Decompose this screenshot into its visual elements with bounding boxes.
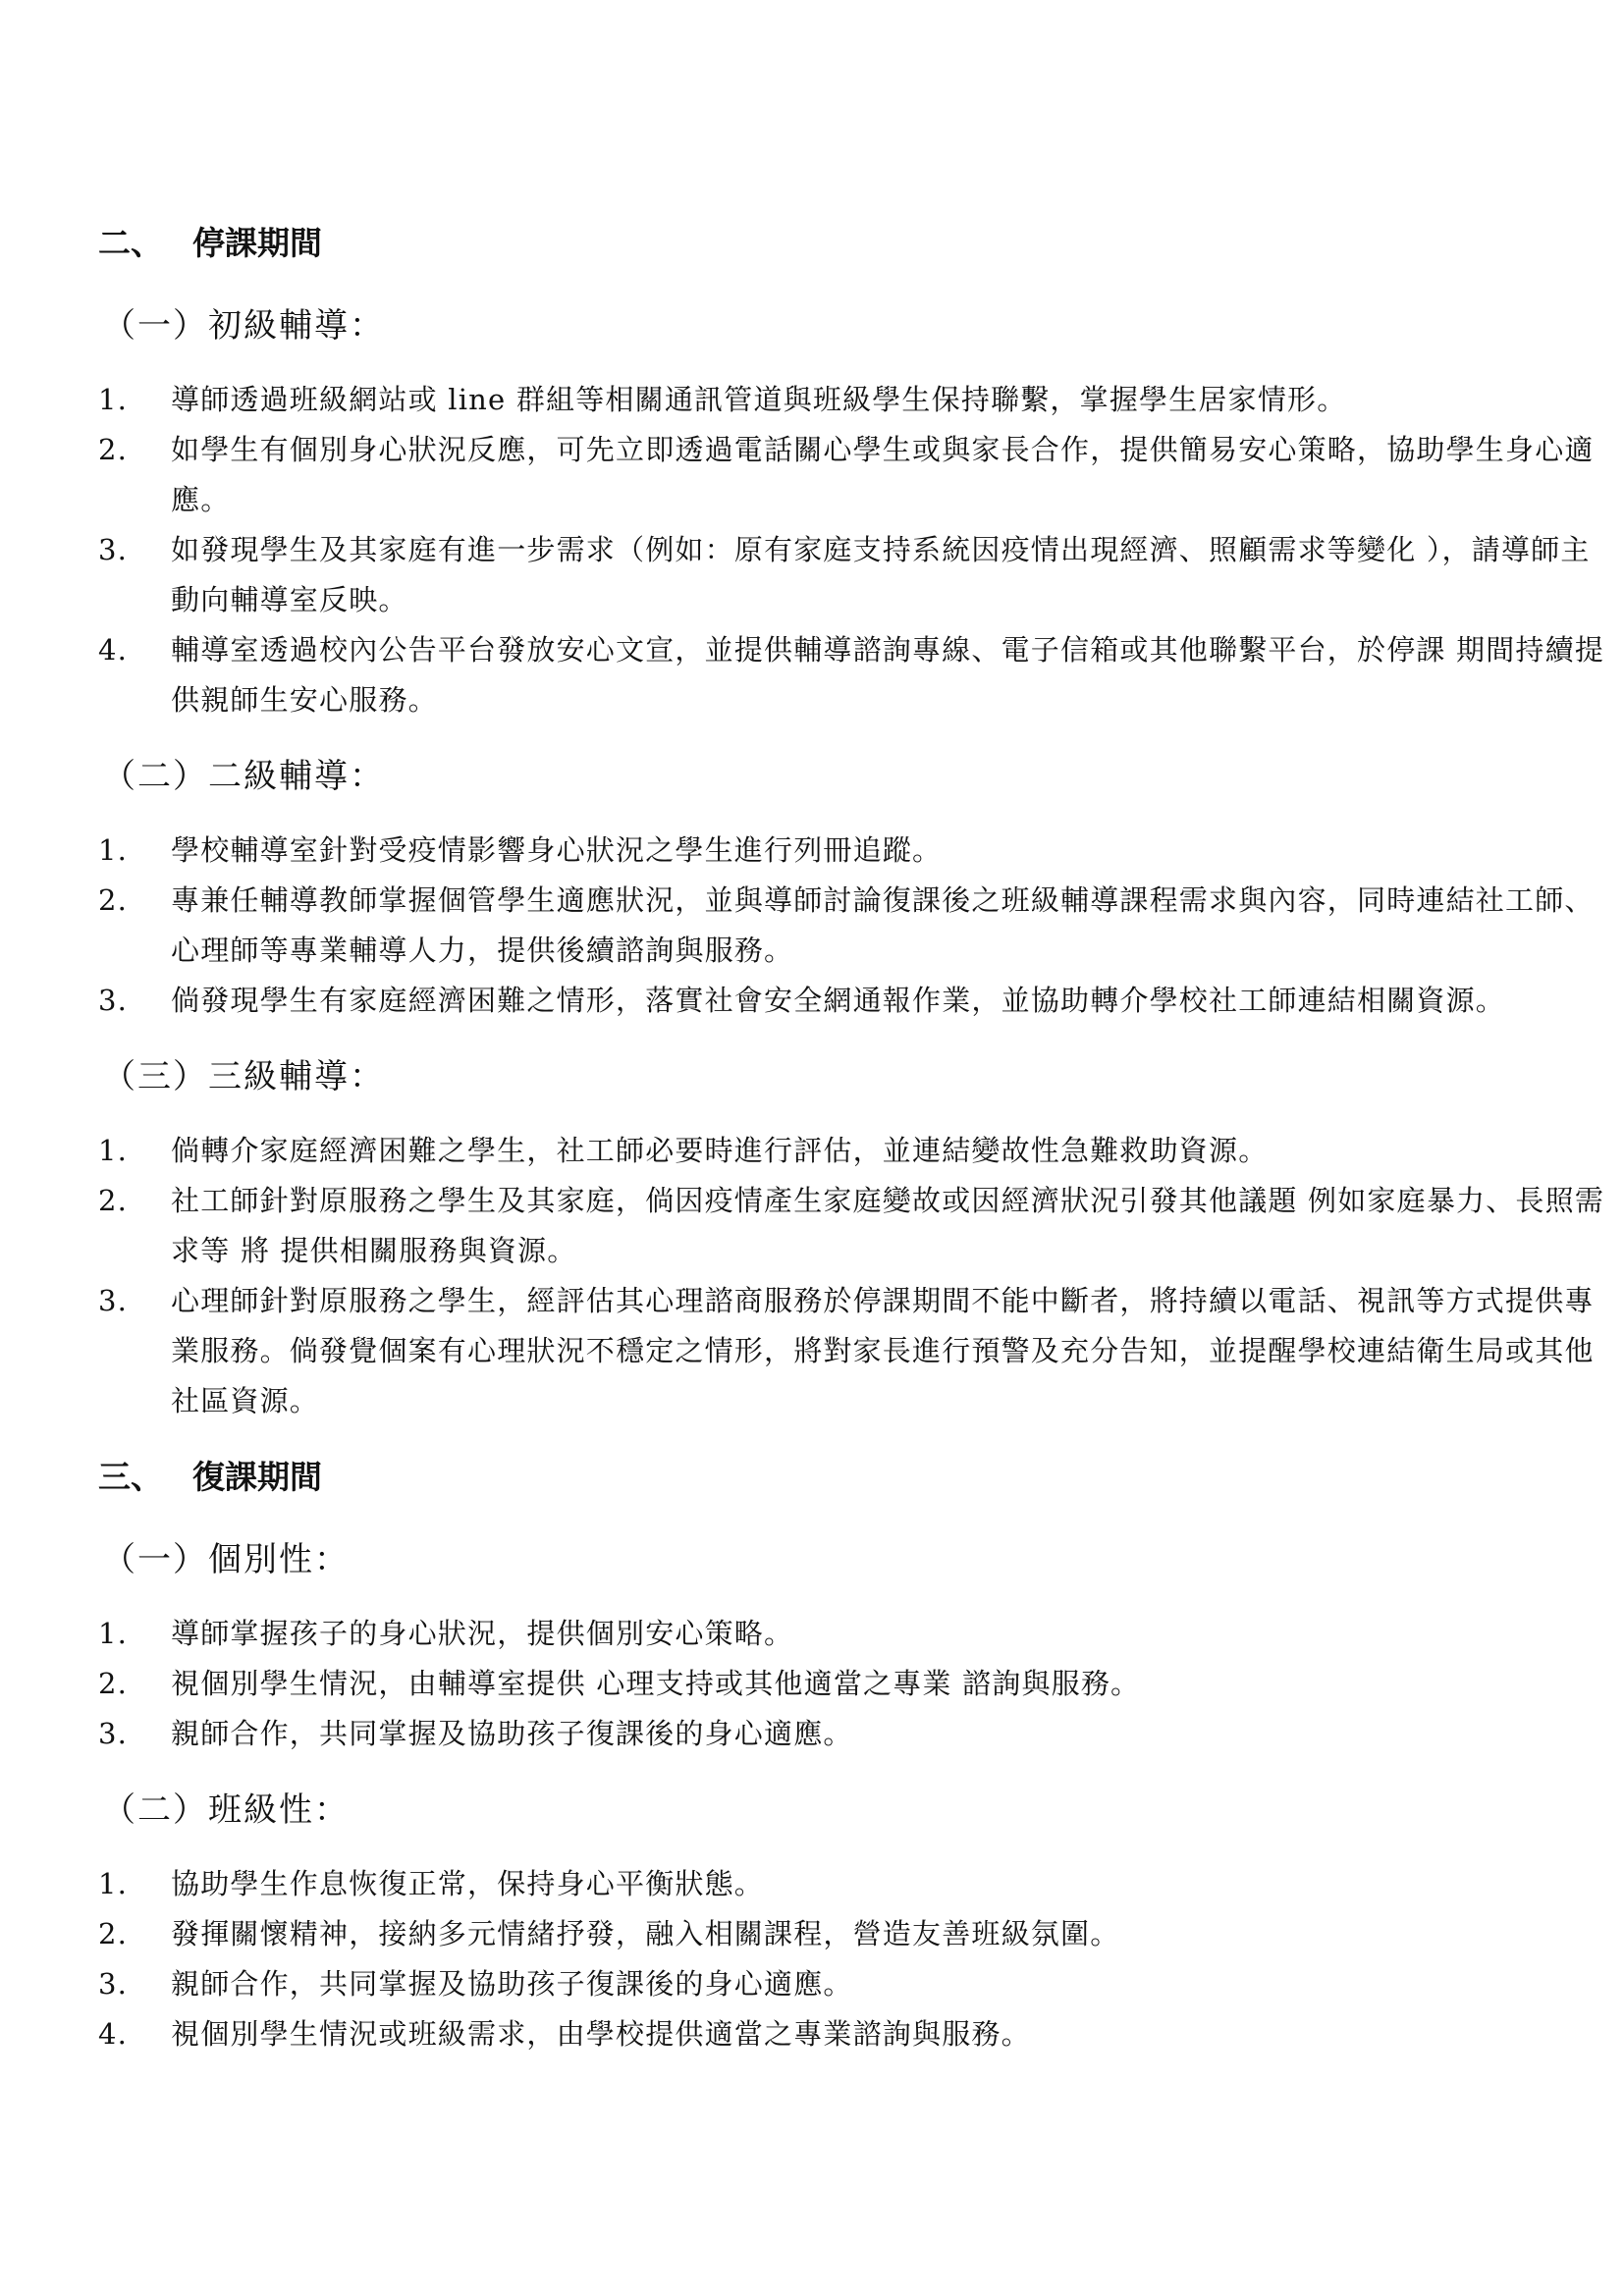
item-number: 2.: [98, 1184, 129, 1217]
item-text: 導師掌握孩子的身心狀況，提供個別安心策略。: [171, 1617, 794, 1650]
list-item: [98, 1609, 1614, 1659]
item-number: 1.: [98, 833, 129, 867]
section-resumption: [98, 1454, 1532, 2059]
item-text: 倘轉介家庭經濟困難之學生，社工師必要時進行評估，並連結變故性急難救助資源。: [171, 1134, 1269, 1167]
item-number: 3.: [98, 1717, 129, 1750]
item-number: 2.: [98, 433, 129, 466]
item-text: 社工師針對原服務之學生及其家庭，倘因疫情產生家庭變故或因經濟狀況引發其他議題 例如家庭暴力、長照需求等 將 提供相關服務與資源。: [171, 1184, 1605, 1267]
item-text: 協助學生作息恢復正常，保持身心平衡狀態。: [171, 1867, 765, 1900]
item-number: 2.: [98, 1917, 129, 1950]
subsection-heading: （一）個別性：: [102, 1540, 350, 1579]
section-number: 二、: [98, 224, 163, 262]
item-number: 1.: [98, 1617, 129, 1650]
list-item: [98, 625, 1614, 725]
item-text: 如學生有個別身心狀況反應，可先立即透過電話關心學生或與家長合作，提供簡易安心策略，協助學生身心適應。: [171, 433, 1595, 516]
item-number: 3.: [98, 533, 129, 566]
list-item: [98, 1659, 1614, 1709]
item-list: [98, 1859, 1532, 2059]
item-text: 親師合作，共同掌握及協助孩子復課後的身心適應。: [171, 1717, 853, 1750]
list-item: [98, 1909, 1614, 1959]
section-suspension: [98, 220, 1605, 1426]
subsection-primary-counseling: [98, 302, 1605, 725]
list-item: [98, 525, 1614, 625]
subsection-tertiary-counseling: [98, 1053, 1605, 1426]
list-item: [98, 1176, 1614, 1276]
subsection-heading: （二）班級性：: [102, 1790, 350, 1830]
section-number: 三、: [98, 1458, 163, 1496]
item-text: 視個別學生情況或班級需求，由學校提供適當之專業諮詢與服務。: [171, 2017, 1031, 2051]
item-text: 專兼任輔導教師掌握個管學生適應狀況，並與導師討論復課後之班級輔導課程需求與內容，同時連結社工師、心理師等專業輔導人力，提供後續諮詢與服務。: [171, 883, 1595, 967]
subsection-heading: （二）二級輔導：: [102, 757, 385, 796]
item-number: 2.: [98, 1667, 129, 1700]
item-text: 輔導室透過校內公告平台發放安心文宣，並提供輔導諮詢專線、電子信箱或其他聯繫平台，於停課 期間持續提供親師生安心服務。: [171, 633, 1605, 717]
list-item: [98, 1959, 1614, 2009]
section-heading: [98, 220, 1532, 267]
list-item: [98, 1709, 1614, 1759]
item-list: [98, 1609, 1532, 1759]
item-text: 導師透過班級網站或 line 群組等相關通訊管道與班級學生保持聯繫，掌握學生居家情形。: [171, 383, 1347, 416]
section-title: 復課期間: [192, 1458, 322, 1496]
item-number: 1.: [98, 1134, 129, 1167]
item-number: 4.: [98, 633, 129, 667]
item-number: 3.: [98, 1284, 129, 1317]
item-number: 3.: [98, 984, 129, 1017]
item-text: 親師合作，共同掌握及協助孩子復課後的身心適應。: [171, 1967, 853, 2001]
list-item: [98, 1126, 1614, 1176]
item-number: 4.: [98, 2017, 129, 2051]
item-number: 1.: [98, 1867, 129, 1900]
list-item: [98, 2009, 1614, 2059]
item-text: 倘發現學生有家庭經濟困難之情形，落實社會安全網通報作業，並協助轉介學校社工師連結相關資源。: [171, 984, 1506, 1017]
list-item: [98, 1276, 1614, 1426]
subsection-heading: （三）三級輔導：: [102, 1057, 385, 1096]
list-item: [98, 826, 1614, 876]
item-list: [98, 826, 1595, 1026]
section-heading: [98, 1454, 1532, 1501]
item-list: [98, 1126, 1605, 1426]
item-text: 發揮關懷精神，接納多元情緒抒發，融入相關課程，營造友善班級氛圍。: [171, 1917, 1120, 1950]
item-number: 2.: [98, 883, 129, 917]
item-text: 心理師針對原服務之學生，經評估其心理諮商服務於停課期間不能中斷者，將持續以電話、視訊等方式提供專業服務。倘發覺個案有心理狀況不穩定之情形，將對家長進行預警及充分告知，並提醒學校連結衛生局或其他社區資源。: [171, 1284, 1595, 1417]
list-item: [98, 375, 1614, 425]
item-text: 視個別學生情況，由輔導室提供 心理支持或其他適當之專業 諮詢與服務。: [171, 1667, 1141, 1700]
subsection-class: [98, 1787, 1532, 2059]
document-page: [98, 220, 1605, 2087]
item-text: 學校輔導室針對受疫情影響身心狀況之學生進行列冊追蹤。: [171, 833, 943, 867]
list-item: [98, 425, 1614, 525]
item-number: 1.: [98, 383, 129, 416]
list-item: [98, 976, 1614, 1026]
list-item: [98, 1859, 1614, 1909]
subsection-secondary-counseling: [98, 753, 1595, 1026]
item-list: [98, 375, 1605, 725]
subsection-individual: [98, 1536, 1532, 1759]
item-number: 3.: [98, 1967, 129, 2001]
subsection-heading: （一）初級輔導：: [102, 306, 385, 346]
section-title: 停課期間: [192, 224, 322, 262]
list-item: [98, 876, 1614, 976]
item-text: 如發現學生及其家庭有進一步需求（例如：原有家庭支持系統因疫情出現經濟、照顧需求等變化 ），請導師主動向輔導室反映。: [171, 533, 1591, 616]
